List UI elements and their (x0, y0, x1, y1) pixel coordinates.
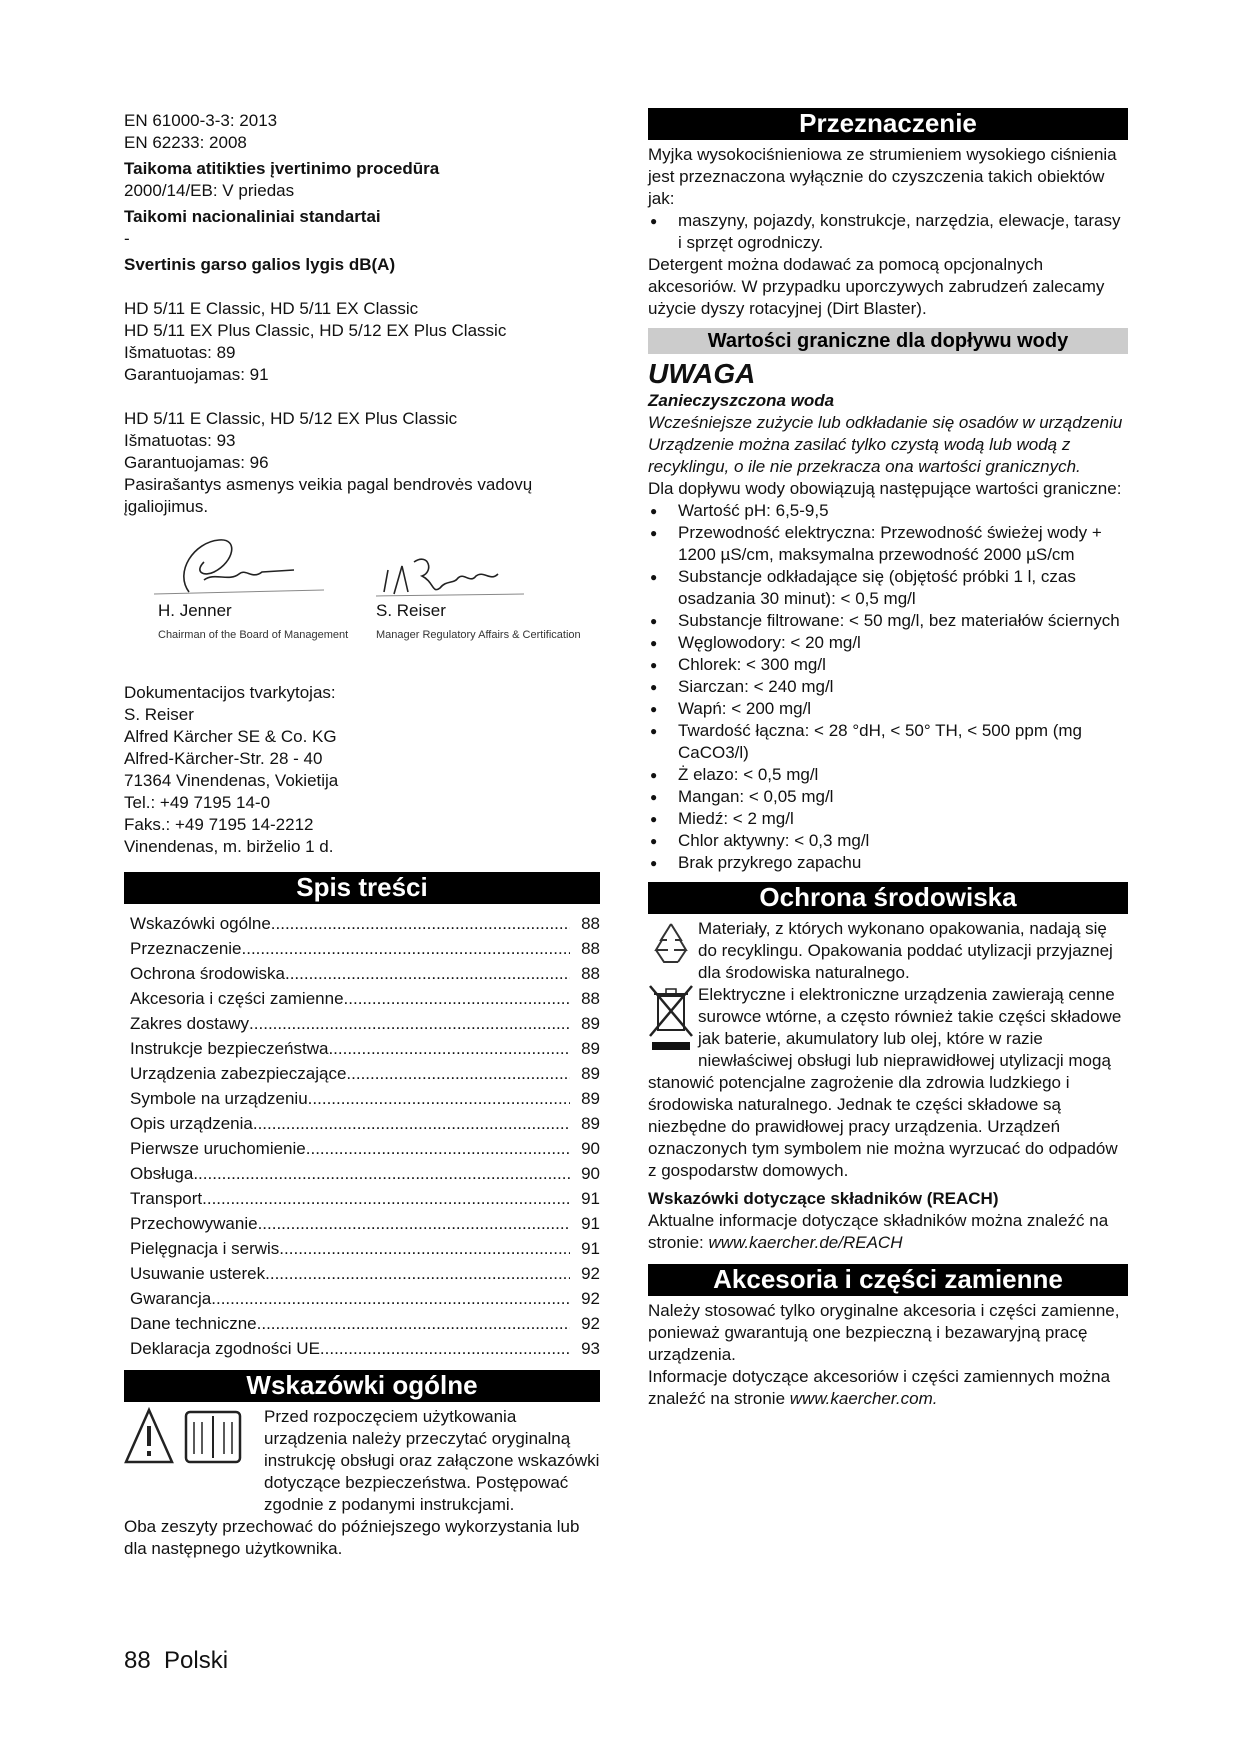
noise-group-line: Išmatuotas: 93 (124, 431, 236, 450)
toc-leader-dots (265, 1263, 570, 1285)
toc-entry-title: Urządzenia zabezpieczające (130, 1064, 347, 1083)
toc-entry-title: Gwarancja (130, 1289, 212, 1308)
toc-entry-title: Dane techniczne (130, 1314, 257, 1333)
procedure-text: 2000/14/EB: V priedas (124, 181, 295, 200)
toc-entry-title: Pielęgnacja i serwis (130, 1239, 280, 1258)
footer-language: Polski (164, 1647, 229, 1674)
toc-leader-dots (202, 1188, 570, 1210)
warning-label: UWAGA (648, 358, 756, 389)
right-column (648, 108, 1128, 1410)
left-column (124, 110, 600, 1560)
warning-text: Urządzenie można zasilać tylko czystą wodą lub wodą z recyklingu, o ile nie przekracza ona wartości granicznych. (648, 435, 1081, 476)
toc-row[interactable] (130, 1035, 600, 1060)
section-heading-environment: Ochrona środowiska (648, 882, 1128, 914)
toc-page-number: 91 (581, 1189, 600, 1208)
toc-page-number: 92 (581, 1264, 600, 1283)
list-item: ● Chlor aktywny: < 0,3 mg/l (648, 830, 1128, 852)
toc-entry-title: Transport (130, 1189, 203, 1208)
toc-entry-title: Obsługa (130, 1164, 194, 1183)
toc-entry-title: Przeznaczenie (130, 939, 242, 958)
section-heading-toc: Spis treści (124, 872, 600, 904)
environment-notes (648, 918, 1128, 1182)
procedure-title: Taikoma atitikties įvertinimo procedūra (124, 159, 440, 178)
reach-paragraph (648, 1210, 1128, 1254)
toc-row[interactable] (130, 1060, 600, 1085)
use-paragraph: Myjka wysokociśnieniowa ze strumieniem wysokiego ciśnienia jest przeznaczona wyłącznie do czyszczenia takich obiektów jak: (648, 145, 1117, 208)
toc-row[interactable] (130, 935, 600, 960)
toc-row[interactable] (130, 1185, 600, 1210)
toc-leader-dots (344, 988, 570, 1010)
toc-page-number: 89 (581, 1039, 600, 1058)
doc-line: Dokumentacijos tvarkytojas: (124, 683, 336, 702)
doc-line: Alfred Kärcher SE & Co. KG (124, 727, 337, 746)
accessories-paragraph (648, 1366, 1128, 1410)
section-heading-accessories: Akcesoria i części zamienne (648, 1264, 1128, 1296)
list-item: ● Twardość łączna: < 28 °dH, < 50° TH, < 500 ppm (mg CaCO3/l) (648, 720, 1128, 764)
doc-line: Vinendenas, m. birželio 1 d. (124, 837, 334, 856)
standard-line: EN 61000-3-3: 2013 (124, 111, 278, 130)
handwritten-signature-icon (134, 532, 334, 602)
noise-group-line: HD 5/11 EX Plus Classic, HD 5/12 EX Plus Classic (124, 321, 507, 340)
reach-text: Aktualne informacje dotyczące składników można znaleźć na stronie: (648, 1211, 1109, 1252)
noise-group-line: Garantuojamas: 91 (124, 365, 269, 384)
signer-name: S. Reiser (376, 601, 446, 620)
warning-text: Wcześniejsze zużycie lub odkładanie się osadów w urządzeniu (648, 413, 1123, 432)
handwritten-signature-icon (374, 532, 574, 602)
page-number: 88 (124, 1647, 151, 1674)
toc-leader-dots (306, 1138, 570, 1160)
list-item: ● Ż elazo: < 0,5 mg/l (648, 764, 1128, 786)
toc-leader-dots (308, 1088, 570, 1110)
list-item: ● Wartość pH: 6,5-9,5 (648, 500, 1128, 522)
toc-leader-dots (242, 938, 570, 960)
list-item: ● maszyny, pojazdy, konstrukcje, narzędzia, elewacje, tarasy i sprzęt ogrodniczy. (648, 210, 1128, 254)
toc-row[interactable] (130, 1260, 600, 1285)
toc-entry-title: Wskazówki ogólne (130, 914, 271, 933)
section-heading-use: Przeznaczenie (648, 108, 1128, 140)
toc-row[interactable] (130, 1135, 600, 1160)
list-item: ● Substancje odkładające się (objętość próbki 1 l, czas osadzania 30 minut): < 0,5 mg/l (648, 566, 1128, 610)
environment-paragraph: Materiały, z których wykonano opakowania, nadają się do recyklingu. Opakowania poddać utylizacji przyjaznej dla środowiska naturalnego. (698, 919, 1113, 982)
toc-row[interactable] (130, 1235, 600, 1260)
toc-row[interactable] (130, 1085, 600, 1110)
signature-reiser (374, 532, 604, 641)
noise-level-title: Svertinis garso galios lygis dB(A) (124, 255, 396, 274)
signatures (124, 532, 600, 682)
toc-page-number: 88 (581, 989, 600, 1008)
reach-link[interactable]: www.kaercher.de/REACH (708, 1233, 903, 1252)
list-item: ● Przewodność elektryczna: Przewodność świeżej wody + 1200 µS/cm, maksymalna przewodność 2000 µS/cm (648, 522, 1128, 566)
toc-leader-dots (285, 963, 570, 985)
toc-entry-title: Zakres dostawy (130, 1014, 250, 1033)
toc-row[interactable] (130, 1310, 600, 1335)
table-of-contents (130, 910, 600, 1360)
crossed-bin-icon (648, 984, 694, 1054)
toc-leader-dots (211, 1288, 570, 1310)
limits-list (648, 500, 1128, 874)
signature-jenner (134, 532, 354, 641)
toc-entry-title: Symbole na urządzeniu (130, 1089, 308, 1108)
toc-leader-dots (346, 1063, 570, 1085)
toc-row[interactable] (130, 960, 600, 985)
limits-intro: Dla dopływu wody obowiązują następujące wartości graniczne: (648, 479, 1122, 498)
toc-entry-title: Opis urządzenia (130, 1114, 253, 1133)
toc-leader-dots (279, 1238, 570, 1260)
toc-page-number: 89 (581, 1089, 600, 1108)
list-item: ● Brak przykrego zapachu (648, 852, 1128, 874)
toc-row[interactable] (130, 910, 600, 935)
toc-leader-dots (328, 1038, 570, 1060)
toc-page-number: 89 (581, 1064, 600, 1083)
noise-group-line: Garantuojamas: 96 (124, 453, 269, 472)
toc-page-number: 90 (581, 1164, 600, 1183)
list-item: ● Mangan: < 0,05 mg/l (648, 786, 1128, 808)
noise-group-line: Išmatuotas: 89 (124, 343, 236, 362)
warning-manual-icon (124, 1406, 259, 1466)
toc-leader-dots (320, 1338, 570, 1360)
toc-row[interactable] (130, 1335, 600, 1360)
list-item: ● Wapń: < 200 mg/l (648, 698, 1128, 720)
signer-name: H. Jenner (158, 601, 232, 620)
section-heading-general: Wskazówki ogólne (124, 1370, 600, 1402)
toc-row[interactable] (130, 1110, 600, 1135)
general-paragraph: Przed rozpoczęciem użytkowania urządzenia należy przeczytać oryginalną instrukcję obsługi oraz załączone wskazówki dotyczące bezpieczeństwa. Postępować zgodnie z podanymi instrukcjami. (264, 1407, 600, 1514)
toc-page-number: 89 (581, 1114, 600, 1133)
toc-leader-dots (271, 913, 570, 935)
toc-entry-title: Instrukcje bezpieczeństwa (130, 1039, 329, 1058)
toc-leader-dots (249, 1013, 570, 1035)
toc-page-number: 88 (581, 964, 600, 983)
toc-page-number: 88 (581, 939, 600, 958)
warning-and-manual-icons (124, 1406, 264, 1496)
national-standards-title: Taikomi nacionaliniai standartai (124, 207, 381, 226)
weee-bin-icon (648, 984, 698, 1062)
toc-page-number: 91 (581, 1239, 600, 1258)
toc-page-number: 89 (581, 1014, 600, 1033)
noise-group-line: HD 5/11 E Classic, HD 5/11 EX Classic (124, 299, 419, 318)
page-footer (124, 1647, 229, 1674)
recycling-icon (648, 918, 698, 976)
warning-title: Zanieczyszczona woda (648, 391, 835, 410)
list-item: ● Siarczan: < 240 mg/l (648, 676, 1128, 698)
toc-entry-title: Ochrona środowiska (130, 964, 285, 983)
toc-page-number: 93 (581, 1339, 600, 1358)
toc-entry-title: Usuwanie usterek (130, 1264, 266, 1283)
national-standards-text: - (124, 229, 130, 248)
environment-paragraph: Elektryczne i elektroniczne urządzenia zawierają cenne surowce wtórne, a często również takie części składowe jak baterie, akumulatory lub olej, które w razie niewłaściwej obsługi lub nieprawidłowej utylizacji mogą stanowić potencjalne zagrożenie dla zdrowia ludzkiego i środowiska naturalnego. Jednak te części składowe są niezbędne do prawidłowej pracy urządzenia. Urządzeń oznaczonych tym symbolem nie można wyrzucać do odpadów z gospodarstw domowych. (648, 985, 1122, 1180)
accessories-paragraph: Należy stosować tylko oryginalne akcesoria i części zamienne, ponieważ gwarantują one bezpieczną i bezawaryjną pracę urządzenia. (648, 1301, 1120, 1364)
signer-role: Chairman of the Board of Management (158, 629, 349, 641)
toc-page-number: 88 (581, 914, 600, 933)
general-paragraph: Oba zeszyty przechować do późniejszego wykorzystania lub dla następnego użytkownika. (124, 1517, 580, 1558)
toc-page-number: 91 (581, 1214, 600, 1233)
toc-row[interactable] (130, 1010, 600, 1035)
doc-line: S. Reiser (124, 705, 194, 724)
toc-leader-dots (253, 1113, 570, 1135)
toc-row[interactable] (130, 1285, 600, 1310)
list-item: ● Substancje filtrowane: < 50 mg/l, bez materiałów ściernych (648, 610, 1128, 632)
toc-row[interactable] (130, 1210, 600, 1235)
toc-row[interactable] (130, 1160, 600, 1185)
use-list (648, 210, 1128, 254)
noise-group-line: HD 5/11 E Classic, HD 5/12 EX Plus Classic (124, 409, 458, 428)
use-paragraph: Detergent można dodawać za pomocą opcjonalnych akcesoriów. W przypadku uporczywych zabrudzeń zalecamy użycie dyszy rotacyjnej (Dirt Blaster). (648, 255, 1105, 318)
toc-leader-dots (193, 1163, 570, 1185)
reach-title: Wskazówki dotyczące składników (REACH) (648, 1189, 999, 1208)
accessories-link[interactable]: www.kaercher.com. (789, 1389, 938, 1408)
list-item: ● Chlorek: < 300 mg/l (648, 654, 1128, 676)
toc-row[interactable] (130, 985, 600, 1010)
toc-entry-title: Przechowywanie (130, 1214, 258, 1233)
toc-entry-title: Pierwsze uruchomienie (130, 1139, 306, 1158)
toc-page-number: 92 (581, 1289, 600, 1308)
section-heading-water-limits: Wartości graniczne dla dopływu wody (648, 328, 1128, 354)
toc-leader-dots (257, 1313, 570, 1335)
recycle-icon (648, 918, 694, 964)
accessories-text: Informacje dotyczące akcesoriów i części zamiennych można znaleźć na stronie (648, 1367, 1111, 1408)
signers-text: Pasirašantys asmenys veikia pagal bendrovės vadovų įgaliojimus. (124, 475, 533, 516)
standard-line: EN 62233: 2008 (124, 133, 247, 152)
list-item: ● Miedź: < 2 mg/l (648, 808, 1128, 830)
doc-line: Alfred-Kärcher-Str. 28 - 40 (124, 749, 323, 768)
doc-line: 71364 Vinendenas, Vokietija (124, 771, 339, 790)
doc-line: Faks.: +49 7195 14-2212 (124, 815, 314, 834)
toc-leader-dots (258, 1213, 570, 1235)
signer-role: Manager Regulatory Affairs & Certification (376, 629, 581, 641)
doc-line: Tel.: +49 7195 14-0 (124, 793, 271, 812)
list-item: ● Węglowodory: < 20 mg/l (648, 632, 1128, 654)
toc-entry-title: Deklaracja zgodności UE (130, 1339, 320, 1358)
general-notes (124, 1406, 600, 1560)
toc-entry-title: Akcesoria i części zamienne (130, 989, 344, 1008)
toc-page-number: 92 (581, 1314, 600, 1333)
toc-page-number: 90 (581, 1139, 600, 1158)
